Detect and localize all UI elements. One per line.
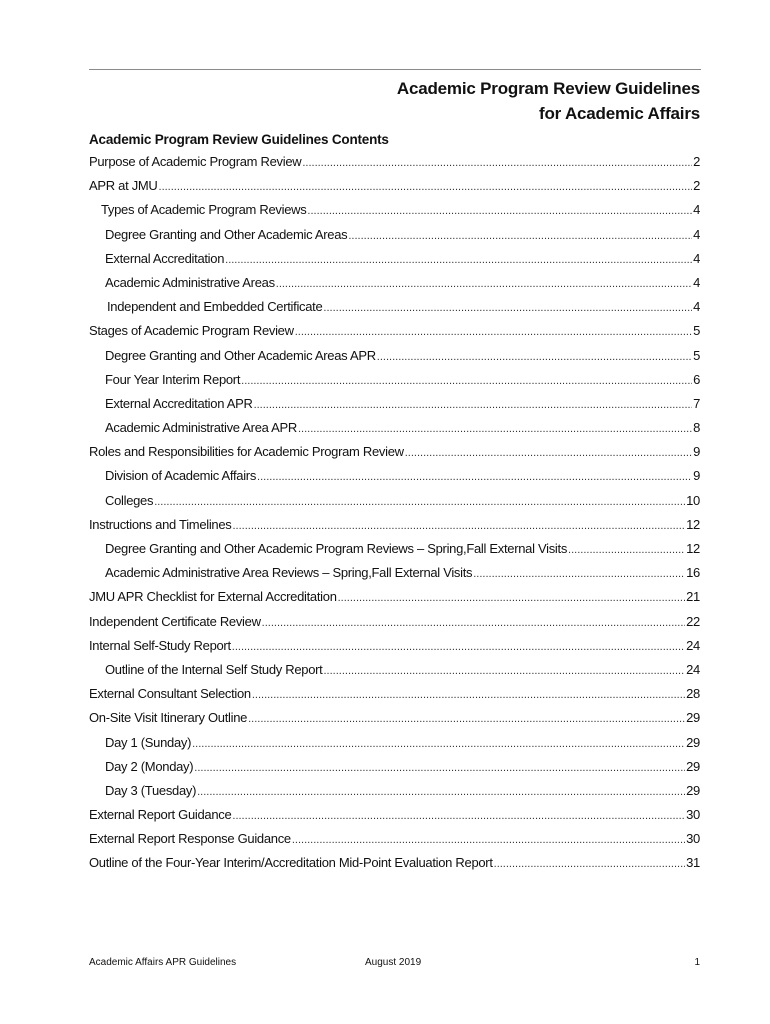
toc-entry-label: Degree Granting and Other Academic Program Reviews – Spring,Fall External Visits [105, 541, 568, 556]
toc-entry-label: Day 3 (Tuesday) [105, 782, 197, 798]
toc-dot-leader [225, 254, 692, 266]
toc-entry-label: External Consultant Selection [89, 686, 251, 702]
toc-entry-label: Division of Academic Affairs [105, 468, 257, 484]
toc-dot-leader [494, 858, 685, 870]
toc-dot-leader [348, 230, 692, 242]
toc-entry[interactable] [89, 517, 700, 541]
toc-entry-label: Academic Administrative Area Reviews – Spring,Fall External Visits [105, 565, 473, 581]
toc-entry-label: Degree Granting and Other Academic Areas [105, 226, 348, 242]
toc-dot-leader [302, 157, 692, 169]
toc-entry[interactable] [89, 275, 700, 299]
toc-entry[interactable] [89, 807, 700, 831]
toc-entry-page: 22 [686, 613, 700, 629]
document-title-line-1: Academic Program Review Guidelines [396, 79, 700, 98]
toc-entry-page: 9 [693, 468, 700, 484]
toc-entry[interactable] [89, 348, 700, 372]
toc-entry[interactable] [89, 638, 700, 662]
toc-entry-label: Internal Self-Study Report [89, 637, 231, 653]
toc-entry[interactable] [89, 662, 700, 686]
toc-entry-page: 24 [686, 637, 700, 653]
toc-entry-page: 31 [686, 855, 700, 871]
toc-entry[interactable] [89, 541, 700, 565]
toc-entry[interactable] [89, 178, 700, 202]
toc-entry-label: External Report Response Guidance [89, 831, 291, 847]
toc-dot-leader [295, 326, 692, 338]
toc-entry[interactable] [89, 759, 700, 783]
toc-entry-page: 4 [693, 274, 700, 290]
toc-entry-page: 30 [686, 807, 700, 823]
toc-entry-page: 12 [686, 541, 700, 556]
toc-dot-leader [254, 399, 693, 411]
toc-entry[interactable] [89, 589, 700, 613]
toc-dot-leader [323, 302, 692, 314]
toc-dot-leader [194, 762, 685, 774]
toc-dot-leader [257, 471, 692, 483]
toc-entry-label: Purpose of Academic Program Review [89, 154, 302, 169]
toc-entry-label: APR at JMU [89, 178, 158, 194]
toc-entry-page: 5 [693, 347, 700, 363]
toc-entry-page: 29 [686, 782, 700, 798]
toc-entry-page: 12 [686, 516, 700, 532]
toc-entry-label: Academic Administrative Area APR [105, 420, 297, 436]
toc-dot-leader [159, 181, 693, 193]
toc-entry[interactable] [89, 420, 700, 444]
toc-dot-leader [262, 617, 685, 629]
toc-entry-label: Roles and Responsibilities for Academic Program Review [89, 444, 404, 460]
toc-entry-page: 16 [686, 565, 700, 581]
toc-entry[interactable] [89, 202, 700, 226]
toc-entry-label: Outline of the Four-Year Interim/Accreditation Mid-Point Evaluation Report [89, 855, 493, 871]
toc-dot-leader [307, 205, 692, 217]
toc-entry-label: Instructions and Timelines [89, 516, 232, 532]
toc-dot-leader [324, 665, 686, 677]
footer-document-name: Academic Affairs APR Guidelines [89, 957, 237, 968]
toc-entry[interactable] [89, 735, 700, 759]
toc-entry-label: JMU APR Checklist for External Accreditation [89, 589, 337, 605]
toc-entry[interactable] [89, 396, 700, 420]
toc-entry-page: 4 [693, 299, 700, 315]
toc-entry-label: Four Year Interim Report [105, 371, 241, 387]
toc-entry-page: 5 [693, 323, 700, 339]
toc-dot-leader [292, 834, 685, 846]
toc-entry-label: Colleges [105, 492, 154, 508]
toc-entry[interactable] [89, 831, 700, 855]
toc-entry[interactable] [89, 323, 700, 347]
toc-entry-label: External Report Guidance [89, 807, 232, 823]
toc-entry[interactable] [89, 855, 700, 879]
toc-entry-page: 2 [693, 178, 700, 194]
toc-entry[interactable] [89, 154, 700, 178]
toc-dot-leader [568, 544, 685, 556]
toc-entry-page: 21 [686, 589, 700, 605]
toc-dot-leader [154, 496, 685, 508]
toc-entry-page: 4 [693, 226, 700, 242]
toc-entry[interactable] [89, 299, 700, 323]
toc-entry-page: 28 [686, 686, 700, 702]
toc-entry-label: Day 2 (Monday) [105, 758, 194, 774]
toc-dot-leader [232, 641, 685, 653]
toc-dot-leader [405, 447, 692, 459]
toc-entry-page: 24 [686, 661, 700, 677]
toc-entry-label: Academic Administrative Areas [105, 274, 275, 290]
toc-entry[interactable] [89, 686, 700, 710]
toc-entry-page: 29 [686, 758, 700, 774]
toc-entry[interactable] [89, 372, 700, 396]
toc-entry-label: External Accreditation [105, 250, 225, 266]
toc-heading: Academic Program Review Guidelines Contents [89, 132, 389, 147]
toc-dot-leader [248, 713, 685, 725]
toc-entry-page: 29 [686, 734, 700, 750]
toc-entry-label: Degree Granting and Other Academic Areas APR [105, 347, 376, 363]
toc-entry-page: 10 [686, 492, 700, 508]
toc-entry[interactable] [89, 468, 700, 492]
document-title [397, 76, 700, 126]
toc-entry-label: Independent Certificate Review [89, 613, 261, 629]
toc-dot-leader [192, 738, 685, 750]
toc-entry-label: Day 1 (Sunday) [105, 734, 192, 750]
toc-dot-leader [377, 351, 692, 363]
toc-entry-label: Outline of the Internal Self Study Report [105, 661, 323, 677]
toc-entry-page: 4 [693, 250, 700, 266]
toc-entry-page: 9 [693, 444, 700, 460]
toc-dot-leader [232, 810, 685, 822]
toc-entry-label: Stages of Academic Program Review [89, 323, 294, 339]
toc-entry-label: Independent and Embedded Certificate [107, 299, 323, 315]
toc-dot-leader [233, 520, 686, 532]
toc-entry[interactable] [89, 444, 700, 468]
toc-entry[interactable] [89, 493, 700, 517]
toc-entry-label: External Accreditation APR [105, 395, 253, 411]
toc-dot-leader [298, 423, 692, 435]
toc-entry[interactable] [89, 565, 700, 589]
page-footer [89, 957, 700, 971]
header-rule [89, 69, 701, 70]
toc-entry-page: 6 [693, 371, 700, 387]
toc-dot-leader [241, 375, 692, 387]
toc-entry-label: Types of Academic Program Reviews [101, 202, 307, 218]
toc-entry[interactable] [89, 227, 700, 251]
footer-page-number: 1 [694, 957, 700, 968]
toc-entry-page: 7 [693, 395, 700, 411]
toc-entry[interactable] [89, 710, 700, 734]
toc-entry[interactable] [89, 783, 700, 807]
toc-entry-page: 30 [686, 831, 700, 847]
toc-entry-label: On-Site Visit Itinerary Outline [89, 710, 248, 726]
toc-dot-leader [276, 278, 692, 290]
toc-entry[interactable] [89, 614, 700, 638]
toc-dot-leader [252, 689, 685, 701]
toc-dot-leader [473, 568, 685, 580]
toc-entry-page: 2 [693, 154, 700, 169]
toc-entry-page: 4 [693, 202, 700, 218]
toc-dot-leader [197, 786, 685, 798]
toc-dot-leader [338, 592, 686, 604]
toc-entry[interactable] [89, 251, 700, 275]
toc-entry-page: 8 [693, 420, 700, 436]
toc-entry-page: 29 [686, 710, 700, 726]
footer-date: August 2019 [365, 957, 422, 968]
document-title-line-2: for Academic Affairs [538, 104, 700, 123]
table-of-contents [89, 154, 700, 880]
